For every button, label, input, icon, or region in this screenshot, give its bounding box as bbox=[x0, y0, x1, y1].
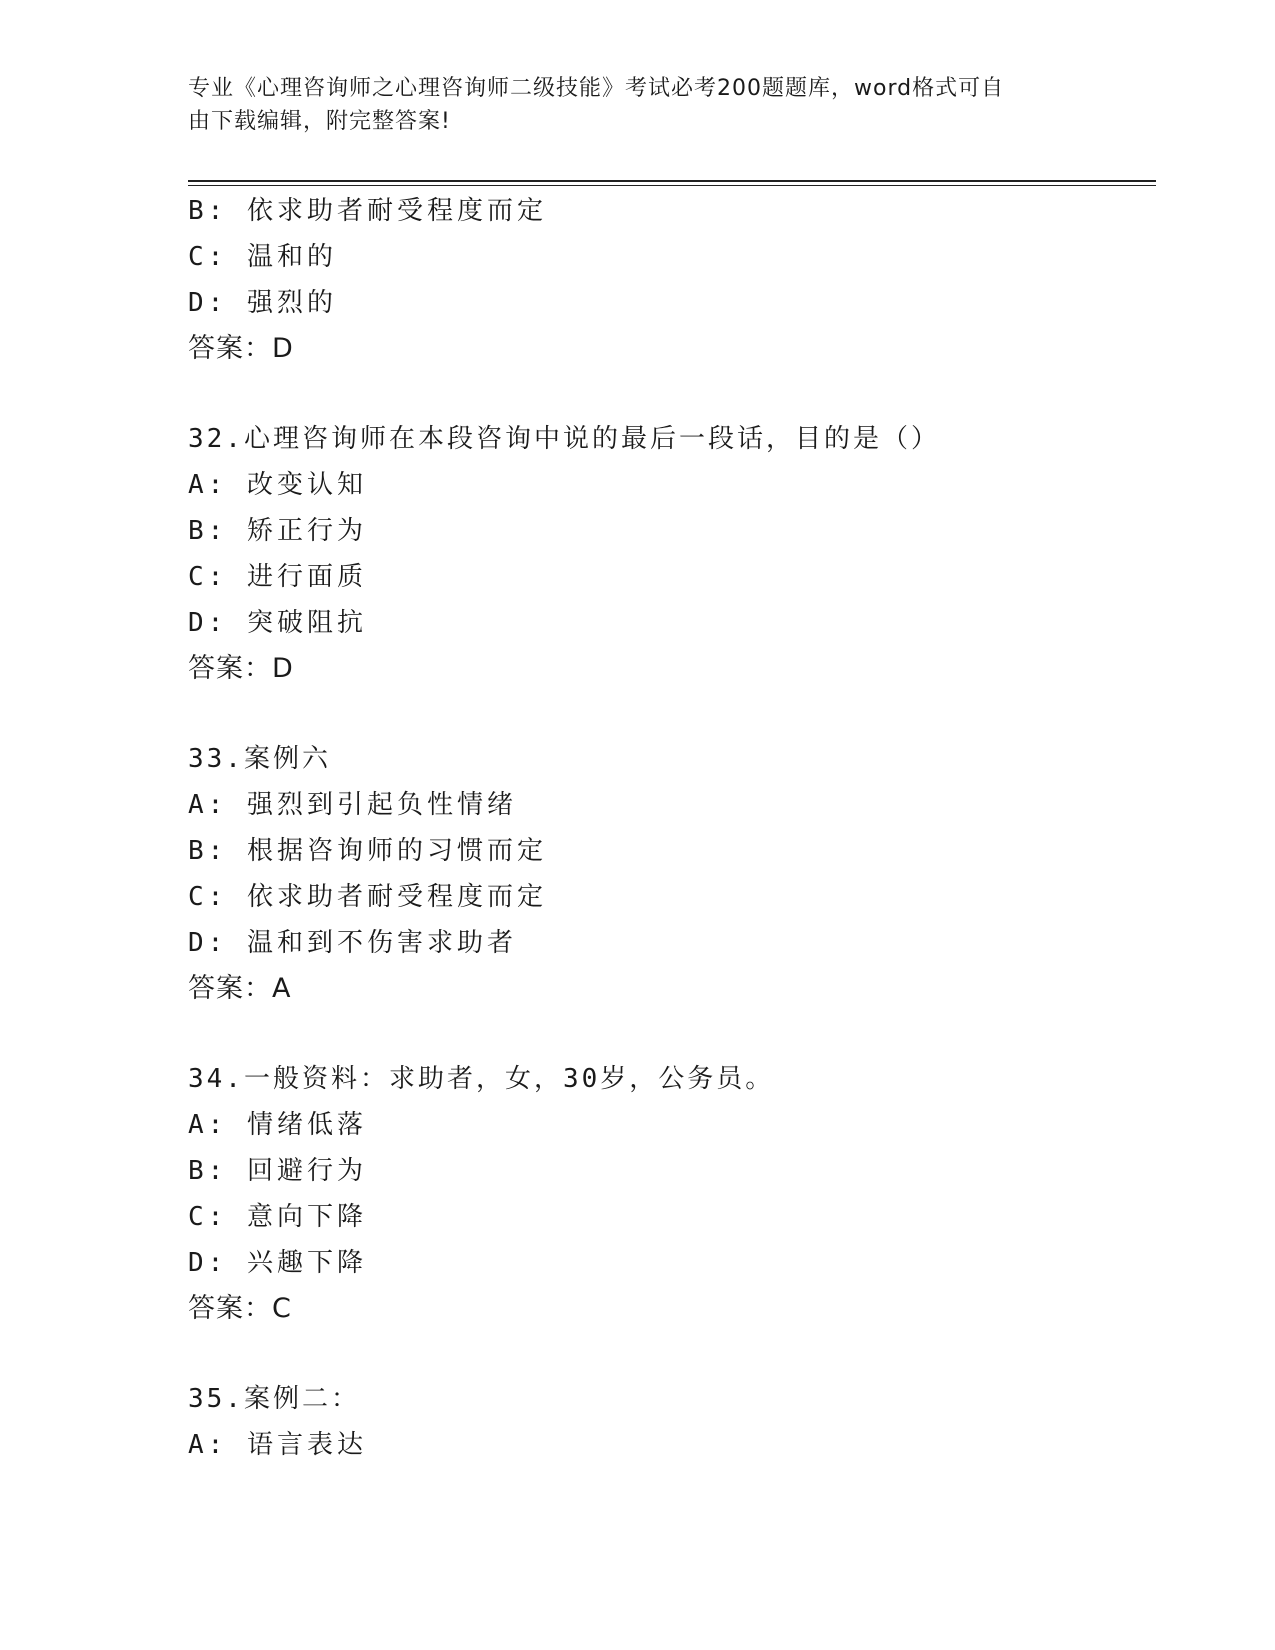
question-stem: 32.心理咨询师在本段咨询中说的最后一段话，目的是（） bbox=[188, 424, 940, 454]
option-b: B: 依求助者耐受程度而定 bbox=[188, 196, 547, 226]
document-header bbox=[188, 72, 1068, 138]
header-line-1: 专业《心理咨询师之心理咨询师二级技能》考试必考200题题库，word格式可自 bbox=[188, 76, 1005, 101]
spacer bbox=[188, 372, 1148, 416]
option-b: B: 矫正行为 bbox=[188, 516, 367, 546]
header-divider-thick bbox=[188, 180, 1156, 182]
option-d: D: 兴趣下降 bbox=[188, 1248, 367, 1278]
question-31-continued bbox=[188, 188, 1148, 372]
option-a: A: 情绪低落 bbox=[188, 1110, 367, 1140]
option-a: A: 强烈到引起负性情绪 bbox=[188, 790, 517, 820]
header-divider-thin bbox=[188, 185, 1156, 186]
answer-line: 答案：D bbox=[188, 333, 294, 364]
spacer bbox=[188, 692, 1148, 736]
option-c: C: 意向下降 bbox=[188, 1202, 367, 1232]
answer-line: 答案：A bbox=[188, 973, 292, 1004]
option-c: C: 温和的 bbox=[188, 242, 337, 272]
question-33 bbox=[188, 736, 1148, 1012]
question-34 bbox=[188, 1056, 1148, 1332]
question-35 bbox=[188, 1376, 1148, 1468]
option-b: B: 回避行为 bbox=[188, 1156, 367, 1186]
option-d: D: 突破阻抗 bbox=[188, 608, 367, 638]
option-a: A: 改变认知 bbox=[188, 470, 367, 500]
option-c: C: 依求助者耐受程度而定 bbox=[188, 882, 547, 912]
option-c: C: 进行面质 bbox=[188, 562, 367, 592]
option-d: D: 强烈的 bbox=[188, 288, 337, 318]
question-stem: 33.案例六 bbox=[188, 744, 331, 774]
question-stem: 35.案例二： bbox=[188, 1384, 360, 1414]
answer-line: 答案：D bbox=[188, 653, 294, 684]
option-d: D: 温和到不伤害求助者 bbox=[188, 928, 517, 958]
answer-line: 答案：C bbox=[188, 1293, 292, 1324]
question-stem: 34.一般资料：求助者，女，30岁，公务员。 bbox=[188, 1064, 775, 1094]
spacer bbox=[188, 1012, 1148, 1056]
question-32 bbox=[188, 416, 1148, 692]
spacer bbox=[188, 1332, 1148, 1376]
option-a: A: 语言表达 bbox=[188, 1430, 367, 1460]
question-list bbox=[188, 188, 1148, 1468]
option-b: B: 根据咨询师的习惯而定 bbox=[188, 836, 547, 866]
header-line-2: 由下载编辑，附完整答案! bbox=[188, 109, 451, 134]
